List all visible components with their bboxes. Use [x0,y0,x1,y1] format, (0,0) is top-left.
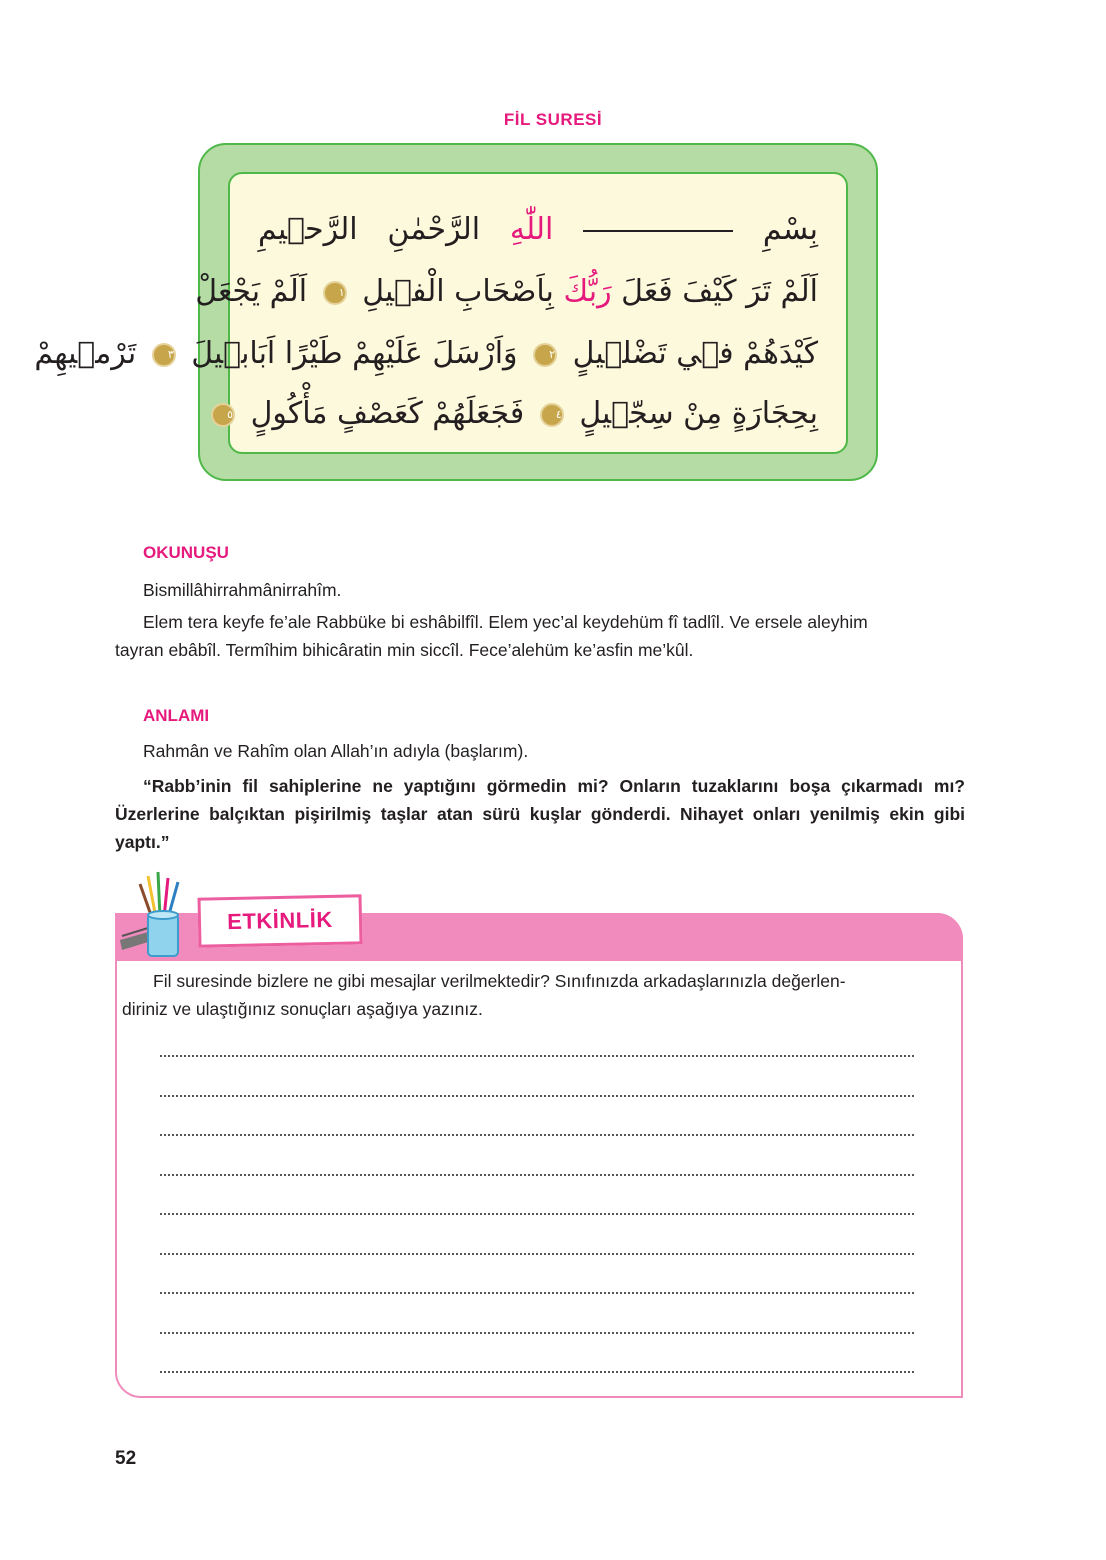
answer-line[interactable] [160,1053,914,1057]
arabic-line-4 [227,394,818,434]
arabic-line-3a: كَيْدَهُمْ ف۪ي تَضْل۪يلٍ [572,336,818,371]
okunusu-line-3: tayran ebâbîl. Termîhim bihicâratin min siccîl. Fece’alehüm ke’asfin me’kûl. [115,640,694,660]
activity-label-box [197,894,362,947]
ayah-number-1: ١ [323,281,347,305]
arabic-line-3b: وَاَرْسَلَ عَلَيْهِمْ طَيْرًا اَبَاب۪يلَ [191,336,518,371]
anlami-line-1: Rahmân ve Rahîm olan Allah’ın adıyla (başlarım). [143,741,529,761]
answer-line[interactable] [160,1330,914,1334]
arabic-line-1 [258,210,818,250]
arabic-text-frame [34,143,878,481]
arabic-text-panel [34,172,848,454]
activity-instruction-line-1: Fil suresinde bizlere ne gibi mesajlar verilmektedir? Sınıfınızda arkadaşlarınızla değerlen- [153,971,846,991]
answer-line[interactable] [160,1251,914,1255]
sure-title: FİL SURESİ [503,110,603,129]
arabic-line-2 [195,272,818,312]
activity-label: ETKİNLİK [227,906,333,935]
answer-line[interactable] [160,1172,914,1176]
arabic-kashida-line [583,230,733,232]
arabic-line-2b: بِاَصْحَابِ الْف۪يلِ [362,274,554,309]
okunusu-line-1: Bismillâhirrahmânirrahîm. [143,580,342,600]
page-number: 52 [115,1448,137,1469]
okunusu-heading: OKUNUŞU [143,543,229,562]
arabic-allah: اللّٰهِ [509,212,554,247]
arabic-rahman-rahim: الرَّحْمٰنِ الرَّح۪يمِ [258,212,481,247]
answer-line[interactable] [160,1093,914,1097]
ayah-number-5: ٥ [211,403,235,427]
arabic-line-3c: تَرْم۪يهِمْ [34,336,137,371]
arabic-line-4a: بِحِجَارَةٍ مِنْ سِجّ۪يلٍ [579,396,818,431]
pencil-cup-icon [118,870,188,960]
arabic-line-3 [34,334,818,374]
answer-line[interactable] [160,1211,914,1215]
ayah-number-3: ٣ [152,343,176,367]
activity-instruction-line-2: diriniz ve ulaştığınız sonuçları aşağıya yazınız. [122,999,483,1019]
arabic-bismillah-start: بِسْمِ [762,212,818,247]
ayah-number-2: ٢ [533,343,557,367]
ayah-number-4: ٤ [540,403,564,427]
arabic-line-2c: اَلَمْ يَجْعَلْ [195,274,308,309]
arabic-line-2a: اَلَمْ تَرَ كَيْفَ فَعَلَ [621,274,818,309]
answer-line[interactable] [160,1132,914,1136]
okunusu-line-2: Elem tera keyfe fe’ale Rabbüke bi eshâbilfîl. Elem yec’al keydehüm fî tadlîl. Ve ersele aleyhim [143,612,868,632]
anlami-translation: “Rabb’inin fil sahiplerine ne yaptığını görmedin mi? Onların tuzaklarını boşa çıkarmadı mı? Üzerlerine balçıktan pişirilmiş taşlar atan sürü kuşlar gönderdi. Nihayet onları yenilmiş ekin gibi yaptı.” [115,776,965,852]
answer-line[interactable] [160,1290,914,1294]
arabic-line-4b: فَجَعَلَهُمْ كَعَصْفٍ مَأْكُولٍ [250,396,525,431]
arabic-rabbuke: رَبُّكَ [563,274,612,309]
answer-line[interactable] [160,1369,914,1373]
anlami-heading: ANLAMI [143,706,210,725]
